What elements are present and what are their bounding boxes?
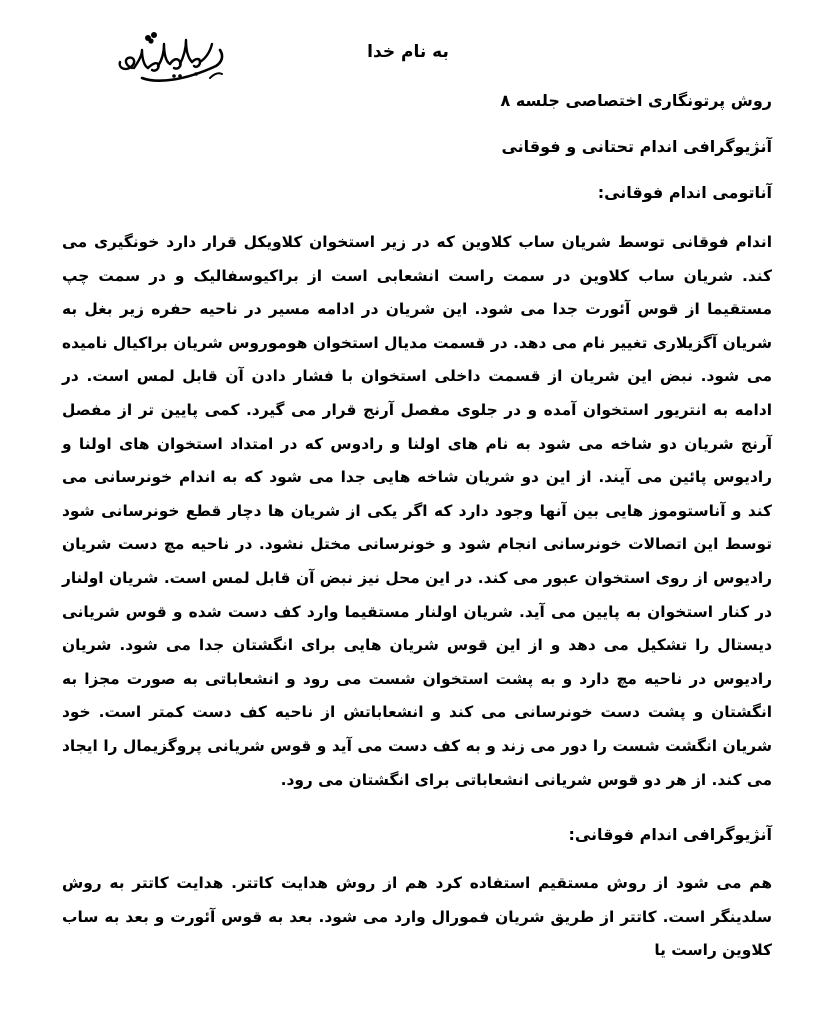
signature-logo-icon (112, 28, 230, 90)
session-heading: روش پرتونگاری اختصاصی جلسه ۸ (500, 91, 772, 110)
anatomy-paragraph: اندام فوقانی توسط شریان ساب کلاوین که در زیر استخوان کلاویکل قرار دارد خونگیری می کند. شریان ساب کلاوین در سمت راست انشعابی است از براکیوسفالیک و در سمت چپ مستقیما از قوس آئورت جدا می شود. این شریان در ادامه مسیر در ناحیه حفره زیر بغل به شریان آگزیلاری تغییر نام می دهد. در قسمت مدیال استخوان هوموروس شریان براکیال نامیده می شود. نبض این شریان از قسمت داخلی استخوان با فشار دادن آن قابل لمس است. در ادامه به انتریور استخوان آمده و در جلوی مفصل آرنج قرار می گیرد. کمی پایین تر از مفصل آرنج شریان دو شاخه می شود به نام های اولنا و رادوس که در امتداد استخوان های اولنا و رادیوس پائین می آیند. از این دو شریان شاخه هایی جدا می شود که به اندام خونرسانی می کند و آناستوموز هایی بین آنها وجود دارد که اگر یکی از شریان ها دچار قطع خونرسانی شود توسط این اتصالات خونرسانی انجام شود و خونرسانی مختل نشود. در ناحیه مچ دست شریان رادیوس از روی استخوان عبور می کند. در این محل نیز نبض آن قابل لمس است. شریان اولنار در کنار استخوان به پایین می آید. شریان اولنار مستقیما وارد کف دست شده و قوس شریانی دیستال را تشکیل می دهد و از این قوس شریان هایی برای انگشتان جدا می شود. شریان رادیوس در ناحیه مچ دارد و به پشت استخوان شست می رود و انشعاباتی به صورت مجزا به انگشتان و پشت دست خونرسانی می کند و انشعاباتش از ناحیه کف دست کمتر است. خود شریان انگشت شست را دور می زند و به کف دست می آید و قوس شریانی پروگزیمال را ایجاد می کند. از هر دو قوس شریانی انشعاباتی برای انگشتان می رود. (62, 233, 772, 789)
anatomy-heading: آناتومی اندام فوقانی: (597, 183, 772, 202)
topic-heading: آنژیوگرافی اندام تحتانی و فوقانی (501, 137, 772, 156)
angiography-paragraph: هم می شود از روش مستقیم استفاده کرد هم از روش هدایت کاتتر. هدایت کاتتر به روش سلدینگر است. کاتتر از طریق شریان فمورال وارد می شود. بعد به قوس آئورت و بعد به ساب کلاوین راست یا (62, 874, 772, 960)
page-title: به نام خدا (367, 42, 449, 62)
angiography-heading: آنژیوگرافی اندام فوقانی: (568, 825, 772, 844)
